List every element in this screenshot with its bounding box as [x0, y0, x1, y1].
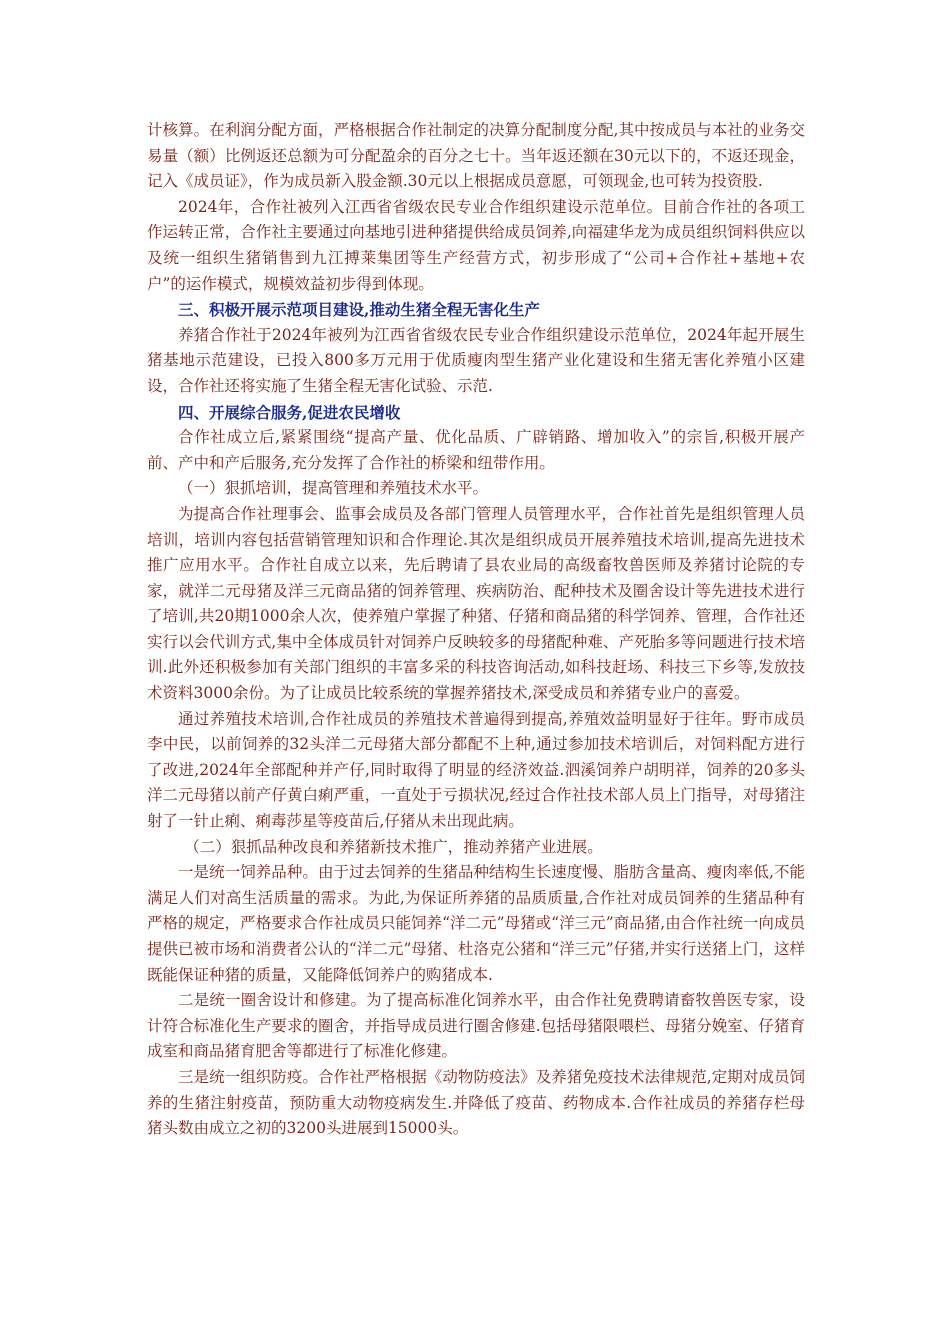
section-heading-3: 三、积极开展示范项目建设,推动生猪全程无害化生产: [178, 300, 540, 320]
paragraph-unified-pens: 二是统一圈舍设计和修建。为了提高标准化饲养水平，由合作社免费聘请畜牧兽医专家，设计符合标准化生产要求的圈舍，并指导成员进行圈舍修建.包括母猪限喂栏、母猪分娩室、仔猪育成室和商品猪育肥舍等都进行了标准化修建。: [147, 991, 805, 1061]
paragraph-2024-demonstration: 2024年，合作社被列入江西省省级农民专业合作组织建设示范单位。目前合作社的各项工作运转正常，合作社主要通过向基地引进种猪提供给成员饲养,向福建华龙为成员组织饲料供应以及统一组织生猪销售到九江搏莱集团等生产经营方式，初步形成了“公司+合作社+基地+农户”的运作模式，规模效益初步得到体现。: [147, 197, 805, 293]
paragraph-unified-breed: 一是统一饲养品种。由于过去饲养的生猪品种结构生长速度慢、脂肪含量高、瘦肉率低,不能满足人们对高生活质量的需求。为此,为保证所养猪的品质质量,合作社对成员饲养的生猪品种有严格的规定，严格要求合作社成员只能饲养“洋二元”母猪或“洋三元”商品猪,由合作社统一向成员提供已被市场和消费者公认的“洋二元”母猪、杜洛克公猪和“洋三元”仔猪,并实行送猪上门，这样既能保证种猪的质量，又能降低饲养户的购猪成本.: [147, 863, 805, 984]
paragraph-comprehensive-service: 合作社成立后,紧紧围绕“提高产量、优化品质、广辟销路、增加收入”的宗旨,积极开展产前、产中和产后服务,充分发挥了合作社的桥梁和纽带作用。: [147, 428, 805, 472]
paragraph-training-results: 通过养殖技术培训,合作社成员的养殖技术普遍得到提高,养殖效益明显好于往年。野市成员李中民，以前饲养的32头洋二元母猪大部分都配不上种,通过参加技术培训后，对饲料配方进行了改进,2024年全部配种并产仔,同时取得了明显的经济效益.泗溪饲养户胡明祥，饲养的20多头洋二元母猪以前产仔黄白痢严重，一直处于亏损状况,经过合作社技术部人员上门指导，对母猪注射了一针止痢、痢毒莎星等疫苗后,仔猪从未出现此病。: [147, 709, 805, 831]
paragraph-unified-epidemic-prevention: 三是统一组织防疫。合作社严格根据《动物防疫法》及养猪免疫技术法律规范,定期对成员饲养的生猪注射疫苗，预防重大动物疫病发生.并降低了疫苗、药物成本.合作社成员的养猪存栏母猪头数由成立之初的3200头进展到15000头。: [147, 1067, 805, 1138]
subsection-heading-1: （一）狠抓培训，提高管理和养殖技术水平。: [178, 479, 489, 498]
subsection-heading-2: （二）狠抓品种改良和养猪新技术推广，推动养猪产业进展。: [184, 837, 603, 856]
document-body: [147, 118, 805, 1142]
paragraph-training: 为提高合作社理事会、监事会成员及各部门管理人员管理水平，合作社首先是组织管理人员培训，培训内容包括营销管理知识和合作理论.其次是组织成员开展养殖技术培训,提高先进技术推广应用水平。合作社自成立以来，先后聘请了县农业局的高级畜牧兽医师及养猪讨论院的专家，就洋二元母猪及洋三元商品猪的饲养管理、疾病防治、配种技术及圈舍设计等先进技术进行了培训,共20期1000余人次，使养殖户掌握了种猪、仔猪和商品猪的科学饲养、管理，合作社还实行以会代训方式,集中全体成员针对饲养户反映较多的母猪配种难、产死胎多等问题进行技术培训.此外还积极参加有关部门组织的丰富多采的科技咨询活动,如科技赶场、科技三下乡等,发放技术资料3000余份。为了让成员比较系统的掌握养猪技术,深受成员和养猪专业户的喜爱。: [147, 504, 805, 703]
paragraph-demonstration-project: 养猪合作社于2024年被列为江西省省级农民专业合作组织建设示范单位，2024年起开展生猪基地示范建设，已投入800多万元用于优质瘦肉型生猪产业化建设和生猪无害化养殖小区建设，合作社还将实施了生猪全程无害化试验、示范.: [147, 325, 805, 395]
paragraph-profit-distribution: 计核算。在利润分配方面，严格根据合作社制定的决算分配制度分配,其中按成员与本社的业务交易量（额）比例返还总额为可分配盈余的百分之七十。当年返还额在30元以下的，不返还现金，记入《成员证》，作为成员新入股金额.30元以上根据成员意愿，可领现金,也可转为投资股.: [147, 121, 805, 191]
section-heading-4: 四、开展综合服务,促进农民增收: [178, 402, 401, 422]
